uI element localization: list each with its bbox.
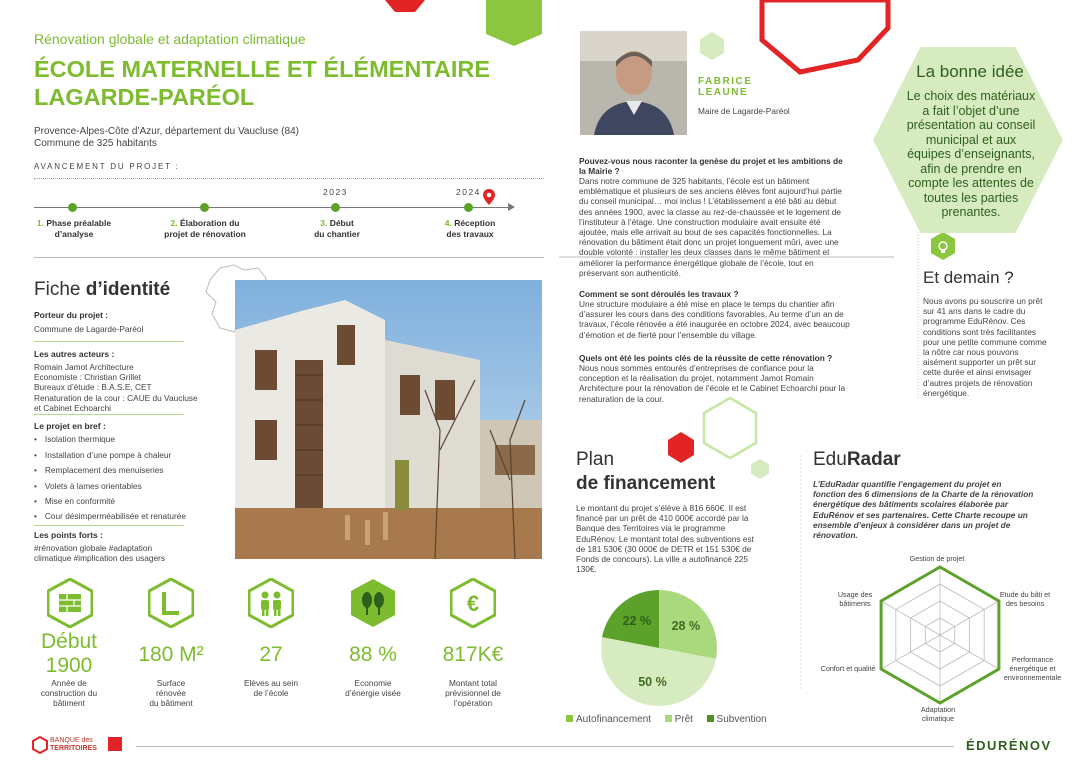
plan-text: Le montant du projet s’élève à 816 660€. Il est financé par un prêt de 410 000€ accordé par la Banque des Territoires via le programme EduRénov. Le montant total des subventions est de 181 530€ (30 000€ de DETR et 151 530€ de Fonds de concours). La ville a autofinancé 225 130€. <box>576 503 754 575</box>
footer-divider <box>136 746 954 747</box>
surface-l-icon <box>148 578 194 628</box>
kpi-value: 180 M² <box>138 643 204 666</box>
euro-icon <box>450 578 496 628</box>
radar-axis-label: Usage des bâtiments <box>837 590 873 608</box>
school-building-photo <box>235 280 542 559</box>
idea-title: La bonne idée <box>916 62 1024 81</box>
radar-axis-label: Confort et qualité <box>820 664 876 673</box>
kpi-value: 27 <box>259 643 283 666</box>
pie-value-label: 28 % <box>671 618 701 633</box>
pie-legend <box>566 714 767 725</box>
kpi-value: 88 % <box>349 643 397 666</box>
legend-label: Autofinancement <box>576 714 652 725</box>
small-hex-plan <box>751 459 769 479</box>
timeline-step-4: 4. Réception des travaux <box>444 218 496 239</box>
porteur-value: Commune de Lagarde-Paréol <box>34 324 144 334</box>
trees-icon <box>350 578 396 628</box>
lightbulb-icon <box>935 240 951 256</box>
legend-swatch <box>707 715 714 722</box>
list-item: • Remplacement des menuiseries <box>34 465 163 475</box>
legend-label: Prêt <box>674 714 693 725</box>
timeline-dot <box>464 203 473 212</box>
forts-text: #rénovation globale #adaptation climatique #implication des usagers <box>34 543 165 564</box>
kpi-value: Début 1900 <box>40 630 98 677</box>
progress-heading: AVANCEMENT DU PROJET : <box>34 162 180 171</box>
timeline-dot <box>200 203 209 212</box>
brick-wall-icon <box>47 578 93 628</box>
banque-territoires-logo: BANQUE des TERRITOIRES <box>50 737 97 752</box>
acteurs-list: Romain Jamot Architecture Economiste : Christian Grillet Bureaux d’étude : B.A.S.E, CET Renaturation de la cour : CAUE du Vaucluse et Cabinet Echoarchi <box>34 362 198 413</box>
kpi-value: 817K€ <box>442 643 504 666</box>
idea-text: Le choix des matériaux a fait l’objet d’une présentation au conseil municipal et aux équipes d’enseignants, afin de prendre en compte les attentes de toutes les parties prenantes. <box>906 89 1036 219</box>
timeline-dot <box>68 203 77 212</box>
interview-question: Comment se sont déroulés les travaux ? <box>579 289 739 299</box>
mayor-portrait <box>580 31 687 135</box>
list-item: • Installation d’une pompe à chaleur <box>34 450 171 460</box>
timeline-step-1: 1. Phase préalable d’analyse <box>36 218 112 239</box>
fiche-title: Fiche d’identité <box>34 279 171 300</box>
page-title: ÉCOLE MATERNELLE ET ÉLÉMENTAIRE LAGARDE-PARÉOL <box>34 56 491 110</box>
radar-axis-label: Adaptation climatique <box>920 705 956 723</box>
page-subtitle: Rénovation globale et adaptation climatique <box>34 31 306 47</box>
interview-answer: Dans notre commune de 325 habitants, l’école est un bâtiment emblématique et plusieurs de ses anciens élèves font aujourd’hui partie du conseil municipal… moi inclus ! L’établissement a été bâti au début des années 1900, avec la classe au rez-de-chaussée et le logement de l’instituteur à l’étage. Une construction modulaire avait ensuite été ajoutée, mais elle arrivait au bout de ses capacités fonctionnelles. La rénovation du bâtiment était donc un projet longuement mûri, avec une double volonté : installer les deux classes dans le même bâtiment et améliorer la performance énergétique globale de l’école, tout en préservant son authenticité. <box>579 176 842 278</box>
kpi-label: Surface rénovée du bâtiment <box>149 678 193 709</box>
list-item: • Volets à lames orientables <box>34 481 142 491</box>
mayor-name: FABRICE LEAUNE <box>698 76 753 98</box>
list-item: • Isolation thermique <box>34 434 115 444</box>
forts-heading: Les points forts : <box>34 530 103 540</box>
timeline-line <box>34 207 512 208</box>
radar-axis-label: Etude du bâti et des besoins <box>999 590 1051 608</box>
demain-title: Et demain ? <box>923 268 1014 287</box>
banque-territoires-logo-icon <box>32 736 48 754</box>
timeline-year: 2024 <box>456 187 481 197</box>
financing-pie-chart <box>600 590 730 710</box>
timeline-arrow-icon <box>508 203 515 211</box>
demain-text: Nous avons pu souscrire un prêt sur 41 ans dans le cadre du programme EduRénov. Ces conditions sont très facilitantes pour une petite commune comme la nôtre car nous pouvons aisément supporter un prêt sur cette durée et ainsi envisager d’autres projets de rénovation énergétique. <box>923 296 1047 398</box>
radar-axis-label: Gestion de projet <box>909 554 965 563</box>
porteur-heading: Porteur du projet : <box>34 310 109 320</box>
pie-value-label: 50 % <box>638 675 667 690</box>
eduradar-text: L’EduRadar quantifie l’engagement du projet en fonction des 6 dimensions de la Charte de la rénovation énergétique des bâtiments scolaires élaborée par EduRénov et ses partenaires. Cette Charte recoupe un ensemble d’enjeux à considérer dans un projet de rénovation. <box>813 479 1034 541</box>
kpi-label: Elèves au sein de l’école <box>244 678 298 699</box>
legend-swatch <box>665 715 672 722</box>
legend-swatch <box>566 715 573 722</box>
region-info: Provence-Alpes-Côte d’Azur, département du Vaucluse (84) Commune de 325 habitants <box>34 126 299 149</box>
green-hex-top <box>486 0 542 46</box>
timeline-dot <box>331 203 340 212</box>
timeline-step-2: 2. Élaboration du projet de rénovation <box>164 218 246 239</box>
location-pin-icon <box>482 188 496 206</box>
divider <box>34 257 544 258</box>
pie-value-label: 22 % <box>622 614 652 629</box>
eduradar-title: EduRadar <box>813 449 901 470</box>
caisse-depots-logo-icon <box>108 737 122 751</box>
plan-title: Plan de financement <box>576 449 716 494</box>
eduradar-chart <box>870 560 1010 710</box>
list-item: • Cour désimperméabilisée et renaturée <box>34 511 186 521</box>
interview-question: Pouvez-vous nous raconter la genèse du projet et les ambitions de la Mairie ? <box>579 156 843 177</box>
svg-text:€: € <box>466 591 480 616</box>
radar-axis-label: Performance énergétique et environnementale <box>1003 655 1062 682</box>
mayor-role: Maire de Lagarde-Paréol <box>698 106 790 116</box>
acteurs-heading: Les autres acteurs : <box>34 349 115 359</box>
small-hex-portrait <box>700 32 724 60</box>
edurenov-logo: ÉDURÉNOV <box>966 738 1052 753</box>
bref-heading: Le projet en bref : <box>34 421 106 431</box>
kpi-label: Economie d’énergie visée <box>345 678 401 699</box>
interview-answer: Nous nous sommes entourés d’entreprises de confiance pour la conception et la réalisation du projet, notamment Jamot Romain Architecture pour la rénovation de l’école et le Cabinet Echoarchi pour la renaturation de la cour. <box>579 363 846 404</box>
children-icon <box>248 578 294 628</box>
interview-answer: Une structure modulaire a été mise en place le temps du chantier afin d’assurer les cours dans des conditions favorables. Au terme d’un an de travaux, l’école rénovée a été inaugurée en octobre 2024, avec beaucoup d’émotion et de fierté pour l’ensemble du village. <box>579 299 850 340</box>
red-hex-top <box>385 0 425 12</box>
timeline-step-3: 3. Début du chantier <box>314 218 360 239</box>
list-item: • Mise en conformité <box>34 496 115 506</box>
divider <box>34 178 544 179</box>
interview-question: Quels ont été les points clés de la réussite de cette rénovation ? <box>579 353 833 363</box>
timeline-year: 2023 <box>323 187 348 197</box>
legend-label: Subvention <box>716 714 767 725</box>
kpi-label: Année de construction du bâtiment <box>40 678 98 709</box>
kpi-label: Montant total prévisionnel de l’opération <box>445 678 501 709</box>
